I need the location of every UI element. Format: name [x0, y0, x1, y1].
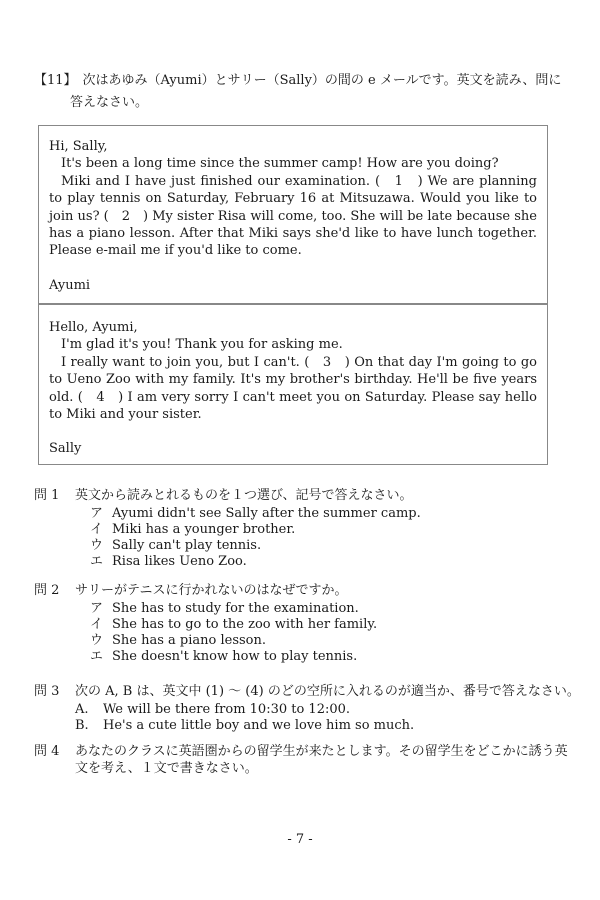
- email-paragraph: I'm glad it's you! Thank you for asking me.: [61, 337, 343, 353]
- email-paragraph: Miki and I have just finished our examination. ( 1 ) We are planning to play tennis on Saturday, February 16 at Mitsuzawa. Would you like to join us? ( 2 ) My sister Risa will come, too. She will be late because she has a piano lesson. After that Miki says she'd like to have lunch together. Please e-mail me if you'd like to come.: [49, 173, 537, 259]
- page-number: - 7 -: [287, 832, 313, 847]
- option-text: We will be there from 10:30 to 12:00.: [103, 702, 351, 717]
- option-text: Risa likes Ueno Zoo.: [112, 554, 247, 569]
- problem-header: [34, 70, 564, 114]
- problem-instruction-line2: 答えなさい。: [70, 95, 149, 110]
- option-mark: B.: [75, 718, 89, 733]
- option-text: She doesn't know how to play tennis.: [112, 649, 358, 664]
- option-mark: ウ: [90, 538, 104, 553]
- option-mark: エ: [90, 649, 104, 664]
- question-label: 問 1: [34, 488, 60, 503]
- option-item: [90, 648, 357, 665]
- email-sally-box: [38, 304, 548, 465]
- option-text: Sally can't play tennis.: [112, 538, 262, 553]
- question-text: あなたのクラスに英語圏からの留学生が来たとします。その留学生をどこかに誘う英文を考え、１文で書きなさい。: [75, 744, 568, 776]
- option-item: [90, 505, 421, 522]
- email-signature: Ayumi: [49, 277, 91, 293]
- option-text: She has to go to the zoo with her family.: [112, 617, 378, 632]
- option-item: [90, 537, 261, 554]
- email-paragraph: I really want to join you, but I can't. ( 3 ) On that day I'm going to go to Ueno Zoo with my family. It's my brother's birthday. He'll be five years old. ( 4 ) I am very sorry I can't meet you on Saturday. Please say hello to Miki and your sister.: [49, 354, 537, 423]
- option-mark: イ: [90, 617, 104, 632]
- option-item: [75, 717, 414, 734]
- question-text: 次の A, B は、英文中 (1) ～ (4) のどの空所に入れるのが適当か、番号で答えなさい。: [75, 684, 580, 699]
- question-text: 英文から読みとれるものを１つ選び、記号で答えなさい。: [75, 488, 413, 503]
- email-paragraph: It's been a long time since the summer camp! How are you doing?: [61, 156, 499, 172]
- email-greeting: Hi, Sally,: [49, 139, 108, 154]
- question-label: 問 3: [34, 684, 60, 699]
- option-mark: イ: [90, 522, 104, 537]
- email-ayumi-box: [38, 125, 548, 304]
- question-text: サリーがテニスに行かれないのはなぜですか。: [75, 583, 348, 598]
- option-mark: エ: [90, 554, 104, 569]
- problem-number: 【11】: [34, 73, 77, 88]
- option-mark: ア: [90, 601, 104, 616]
- option-text: Ayumi didn't see Sally after the summer camp.: [112, 506, 421, 521]
- option-text: She has a piano lesson.: [112, 633, 267, 648]
- option-text: Miki has a younger brother.: [112, 522, 296, 537]
- option-item: [90, 521, 295, 538]
- email-signature: Sally: [49, 441, 82, 457]
- option-mark: A.: [75, 702, 89, 717]
- question-label: 問 2: [34, 583, 60, 598]
- option-text: He's a cute little boy and we love him so much.: [103, 718, 415, 733]
- option-item: [90, 600, 359, 617]
- option-item: [90, 616, 377, 633]
- option-text: She has to study for the examination.: [112, 601, 359, 616]
- option-item: [90, 632, 266, 649]
- email-greeting: Hello, Ayumi,: [49, 320, 138, 335]
- option-item: [90, 553, 247, 570]
- problem-instruction-line1: 次はあゆみ（Ayumi）とサリー（Sally）の間の e メールです。英文を読み、問に: [82, 73, 562, 88]
- option-item: [75, 701, 350, 718]
- option-mark: ウ: [90, 633, 104, 648]
- option-mark: ア: [90, 506, 104, 521]
- question-label: 問 4: [34, 744, 60, 759]
